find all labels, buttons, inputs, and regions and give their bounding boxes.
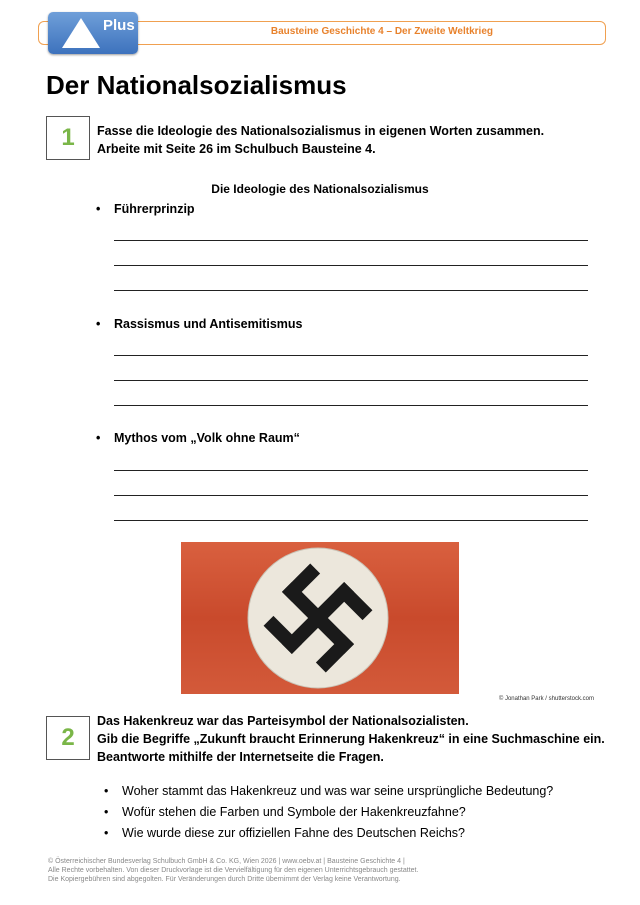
bullet-icon: • bbox=[96, 202, 101, 216]
page-title: Der Nationalsozialismus bbox=[46, 70, 347, 100]
task2-line1: Das Hakenkreuz war das Parteisymbol der Nationalsozialisten. bbox=[97, 714, 469, 728]
task1-instructions bbox=[97, 122, 544, 158]
plus-logo bbox=[48, 12, 138, 54]
task-number: 1 bbox=[61, 124, 75, 151]
task-number-box-1 bbox=[46, 116, 90, 160]
question-item: • Woher stammt das Hakenkreuz und was war seine ursprüngliche Bedeutung? bbox=[104, 784, 554, 798]
footer-line1: © Österreichischer Bundesverlag Schulbuch GmbH & Co. KG, Wien 2026 | www.oebv.at | Bausteine Geschichte 4 | bbox=[48, 858, 405, 865]
list-item: • Rassismus und Antisemitismus bbox=[96, 317, 303, 331]
logo-text: Plus bbox=[103, 17, 135, 34]
bullet-icon: • bbox=[96, 431, 101, 445]
swastika-flag-image bbox=[181, 542, 459, 694]
bullet-icon: • bbox=[104, 784, 109, 798]
answer-line[interactable] bbox=[114, 380, 588, 381]
answer-line[interactable] bbox=[114, 265, 588, 266]
answer-line[interactable] bbox=[114, 470, 588, 471]
section-heading: Die Ideologie des Nationalsozialismus bbox=[211, 182, 429, 196]
footer-line3: Die Kopiergebühren sind abgegolten. Für Veränderungen durch Dritte übernimmt der Verlag keine Verantwortung. bbox=[48, 876, 401, 883]
task2-line3: Beantworte mithilfe der Internetseite die Fragen. bbox=[97, 750, 384, 764]
answer-line[interactable] bbox=[114, 290, 588, 291]
task-number: 2 bbox=[61, 724, 75, 751]
bullet-icon: • bbox=[104, 826, 109, 840]
task1-line1: Fasse die Ideologie des Nationalsozialismus in eigenen Worten zusammen. bbox=[97, 124, 545, 138]
header-title: Bausteine Geschichte 4 – Der Zweite Weltkrieg bbox=[270, 26, 493, 37]
answer-line[interactable] bbox=[114, 240, 588, 241]
answer-line[interactable] bbox=[114, 355, 588, 356]
task2-instructions bbox=[97, 712, 605, 766]
image-credit: © Jonathan Park / shutterstock.com bbox=[498, 696, 594, 702]
task-number-box-2 bbox=[46, 716, 90, 760]
footer-line2: Alle Rechte vorbehalten. Von dieser Druckvorlage ist die Vervielfältigung für den eigenen Unterrichtsgebrauch gestattet. bbox=[48, 867, 419, 874]
question-item: • Wie wurde diese zur offiziellen Fahne des Deutschen Reichs? bbox=[104, 826, 466, 840]
footer bbox=[48, 857, 418, 884]
list-item: • Mythos vom „Volk ohne Raum“ bbox=[96, 431, 300, 445]
flag-emblem bbox=[181, 542, 459, 694]
answer-line[interactable] bbox=[114, 405, 588, 406]
answer-line[interactable] bbox=[114, 520, 588, 521]
triangle-logo-icon bbox=[62, 18, 100, 48]
bullet-icon: • bbox=[104, 805, 109, 819]
answer-line[interactable] bbox=[114, 495, 588, 496]
question-item: • Wofür stehen die Farben und Symbole der Hakenkreuzfahne? bbox=[104, 805, 466, 819]
task2-line2: Gib die Begriffe „Zukunft braucht Erinnerung Hakenkreuz“ in eine Suchmaschine ein. bbox=[97, 732, 605, 746]
list-item: • Führerprinzip bbox=[96, 202, 195, 216]
bullet-icon: • bbox=[96, 317, 101, 331]
task1-line2: Arbeite mit Seite 26 im Schulbuch Bausteine 4. bbox=[97, 142, 376, 156]
